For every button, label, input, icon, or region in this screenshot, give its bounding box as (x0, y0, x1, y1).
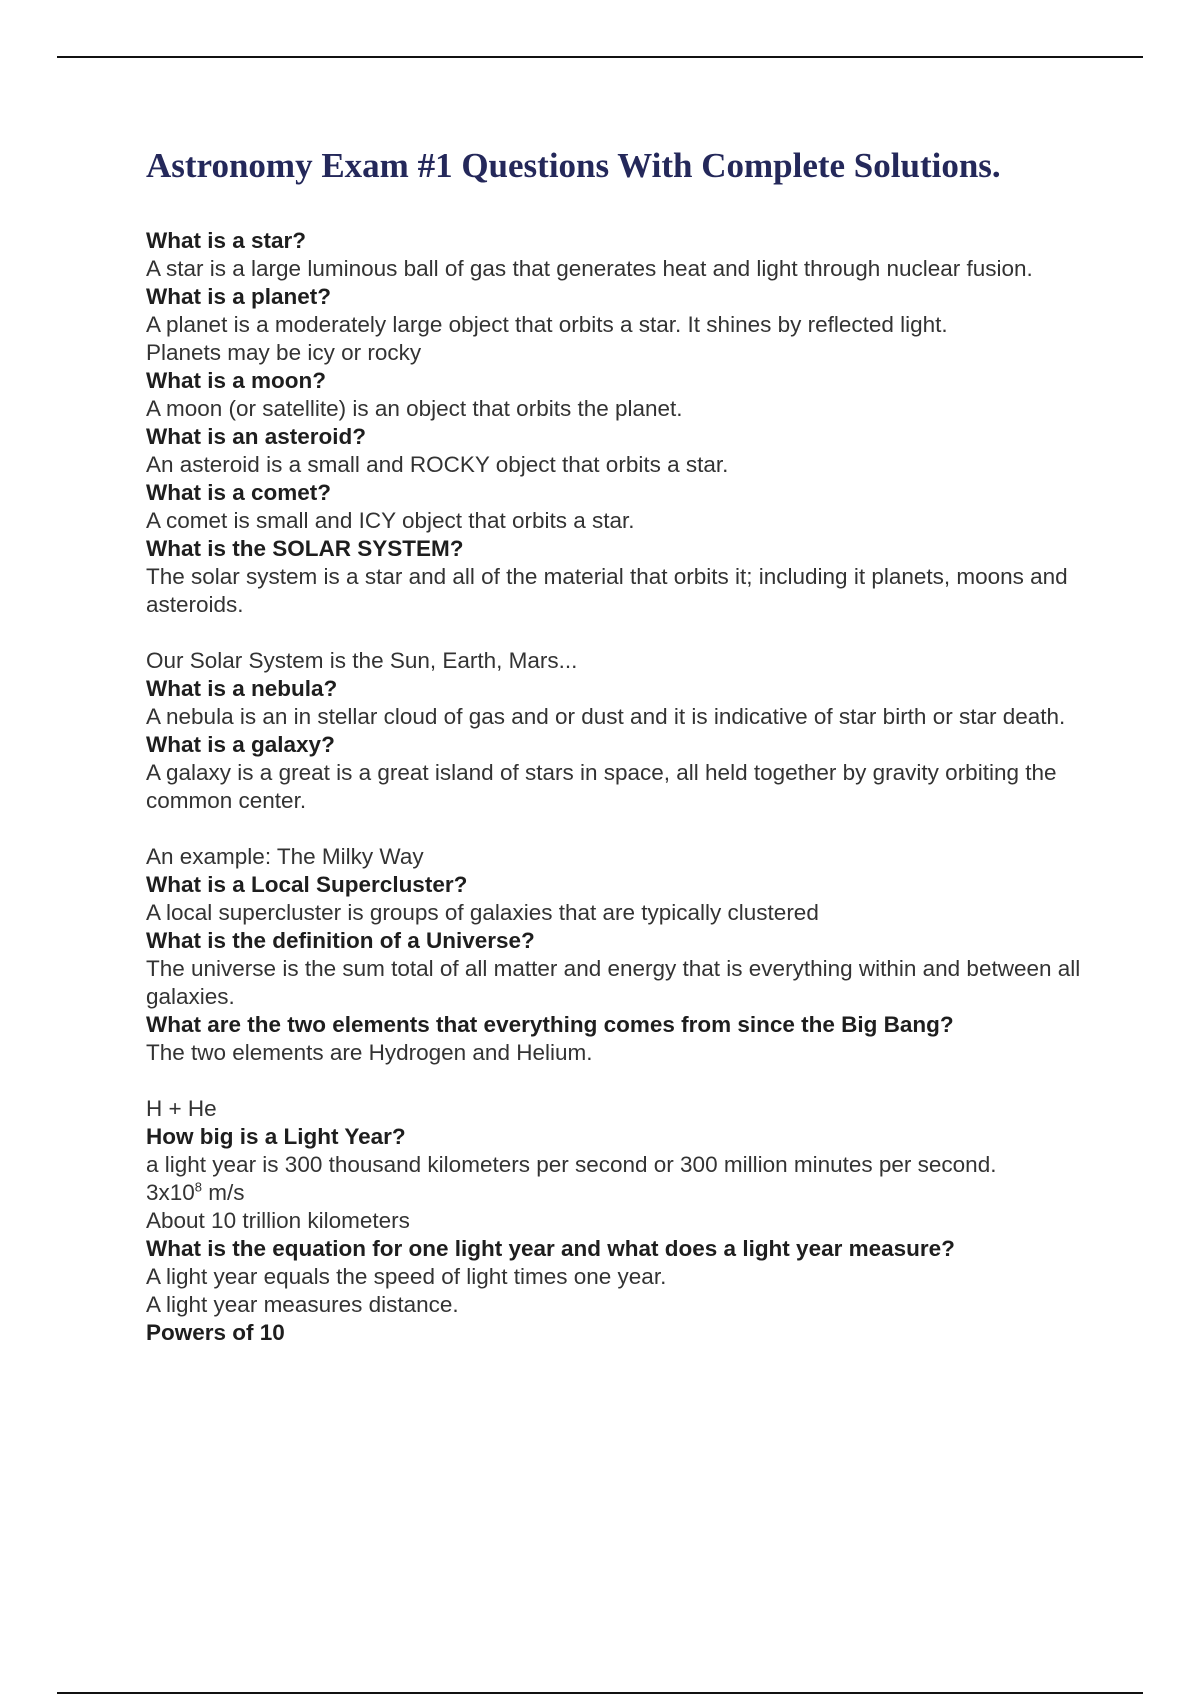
qa-item (146, 227, 1096, 283)
answer: The solar system is a star and all of the material that orbits it; including it planets, moons and asteroids. Our Solar System is the Sun, Earth, Mars... (146, 564, 1068, 673)
qa-item (146, 283, 1096, 367)
qa-item (146, 479, 1096, 535)
qa-item (146, 1235, 1096, 1319)
qa-list (146, 227, 1096, 1347)
answer: A nebula is an in stellar cloud of gas and or dust and it is indicative of star birth or star death. (146, 704, 1066, 729)
qa-item (146, 731, 1096, 871)
qa-item (146, 1123, 1096, 1235)
answer: A planet is a moderately large object that orbits a star. It shines by reflected light. Planets may be icy or rocky (146, 312, 948, 365)
question: What is a star? (146, 228, 307, 253)
question: What is a planet? (146, 284, 332, 309)
qa-item (146, 367, 1096, 423)
question: What is the SOLAR SYSTEM? (146, 536, 464, 561)
speed-exponent: 8 (194, 1179, 203, 1195)
answer: A galaxy is a great is a great island of stars in space, all held together by gravity orbiting the common center. An example: The Milky Way (146, 760, 1057, 869)
question: What is a galaxy? (146, 732, 335, 757)
qa-item (146, 423, 1096, 479)
answer: A local supercluster is groups of galaxies that are typically clustered (146, 900, 819, 925)
qa-item (146, 871, 1096, 927)
speed-unit: m/s (202, 1180, 245, 1205)
speed-of-light-value (146, 1179, 1096, 1207)
answer: A star is a large luminous ball of gas that generates heat and light through nuclear fusion. (146, 256, 1033, 281)
qa-item (146, 927, 1096, 1011)
answer: A light year equals the speed of light times one year. A light year measures distance. (146, 1264, 667, 1317)
question: What is a Local Supercluster? (146, 872, 468, 897)
question: What is the definition of a Universe? (146, 928, 535, 953)
qa-item (146, 675, 1096, 731)
question: What is a nebula? (146, 676, 338, 701)
speed-base: 3x10 (146, 1180, 195, 1205)
qa-item (146, 1011, 1096, 1123)
top-rule (57, 56, 1143, 58)
question: What is the equation for one light year and what does a light year measure? (146, 1236, 955, 1261)
answer: A comet is small and ICY object that orbits a star. (146, 508, 635, 533)
question: How big is a Light Year? (146, 1124, 406, 1149)
question: Powers of 10 (146, 1320, 285, 1345)
answer: The two elements are Hydrogen and Helium. H + He (146, 1040, 593, 1121)
qa-item (146, 535, 1096, 675)
answer: A moon (or satellite) is an object that orbits the planet. (146, 396, 683, 421)
light-year-approx: About 10 trillion kilometers (146, 1208, 410, 1233)
page-title: Astronomy Exam #1 Questions With Complete Solutions. (146, 146, 1001, 185)
document-body (146, 145, 1096, 1347)
bottom-rule (57, 1692, 1143, 1694)
answer: An asteroid is a small and ROCKY object that orbits a star. (146, 452, 729, 477)
question: What is a moon? (146, 368, 326, 393)
question: What is a comet? (146, 480, 332, 505)
question: What is an asteroid? (146, 424, 367, 449)
answer: The universe is the sum total of all matter and energy that is everything within and between all galaxies. (146, 956, 1081, 1009)
qa-item (146, 1319, 1096, 1347)
answer: a light year is 300 thousand kilometers per second or 300 million minutes per second. (146, 1152, 997, 1177)
question: What are the two elements that everything comes from since the Big Bang? (146, 1012, 954, 1037)
